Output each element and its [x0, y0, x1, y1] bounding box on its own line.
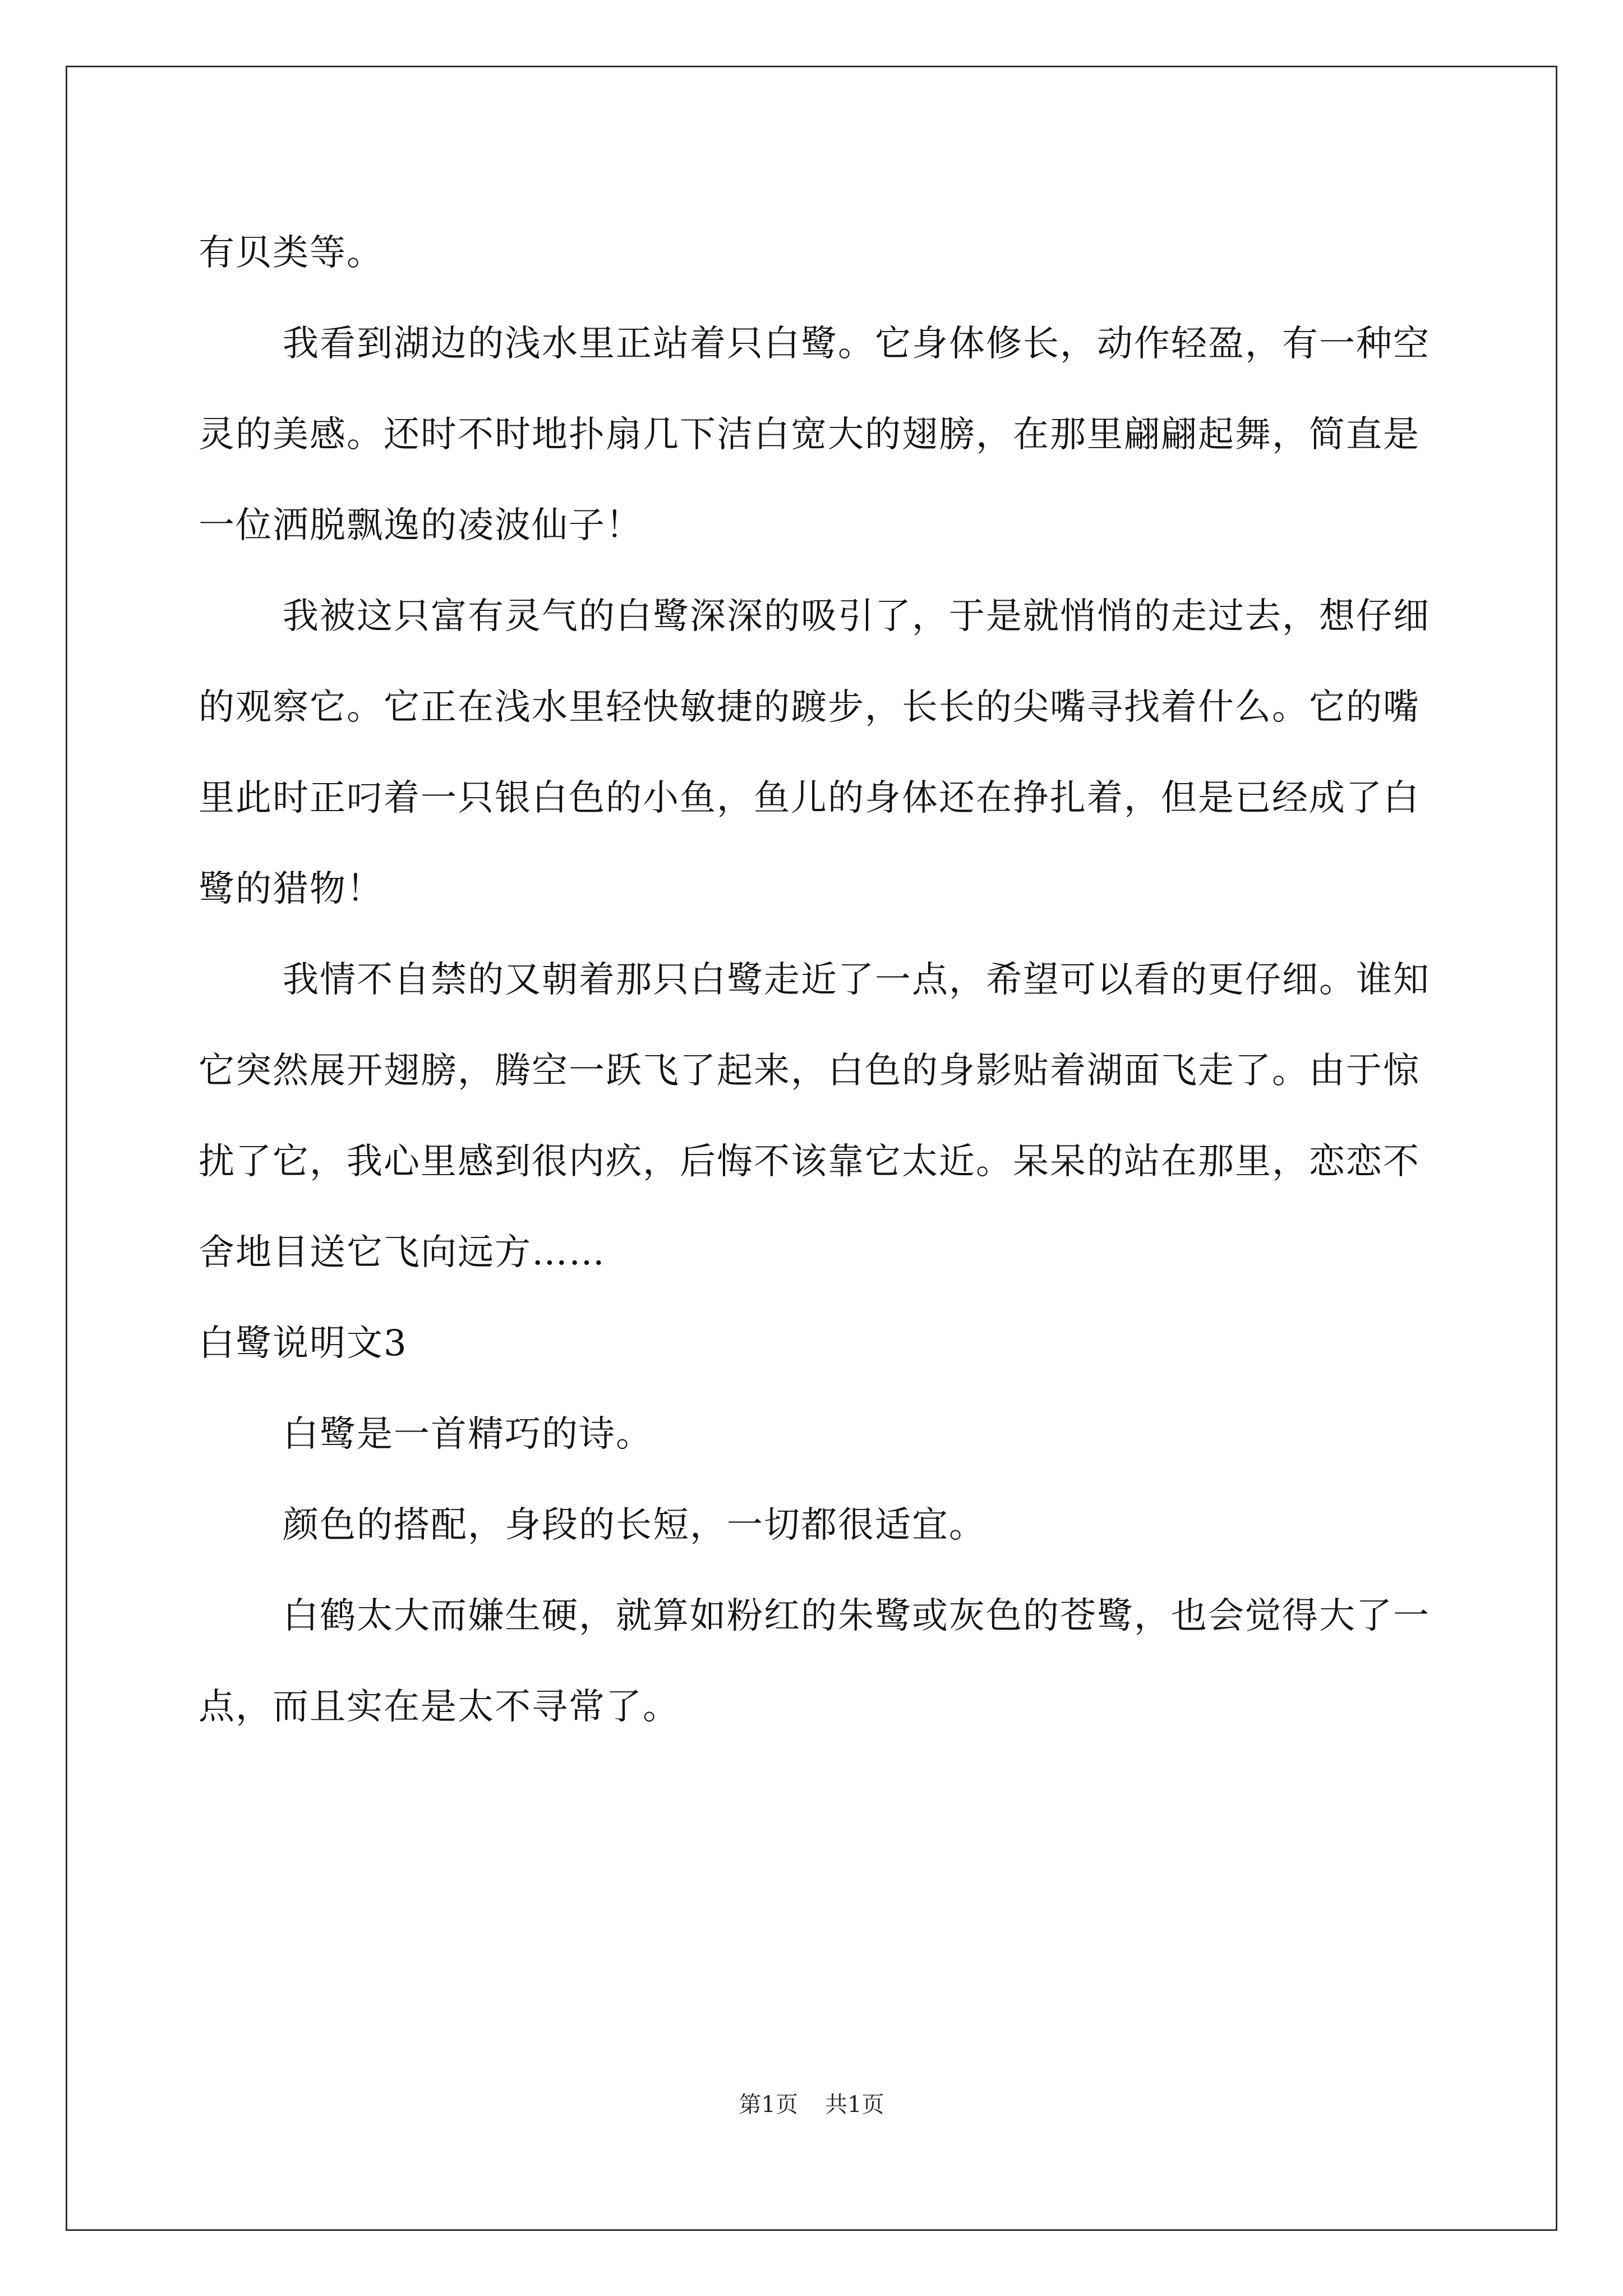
- page-number: 第1页: [739, 2092, 798, 2118]
- paragraph: 我看到湖边的浅水里正站着只白鹭。它身体修长，动作轻盈，有一种空灵的美感。还时不时地扑扇几下洁白宽大的翅膀，在那里翩翩起舞，简直是一位洒脱飘逸的凌波仙子！: [199, 323, 1430, 546]
- paragraph: 白鹤太大而嫌生硬，就算如粉红的朱鹭或灰色的苍鹭，也会觉得大了一点，而且实在是太不寻常了。: [199, 1595, 1430, 1728]
- paragraph: 我情不自禁的又朝着那只白鹭走近了一点，希望可以看的更仔细。谁知它突然展开翅膀，腾空一跃飞了起来，白色的身影贴着湖面飞走了。由于惊扰了它，我心里感到很内疚，后悔不该靠它太近。呆呆的站在那里，恋恋不舍地目送它飞向远方……: [199, 959, 1430, 1273]
- document-body: [199, 208, 1432, 1752]
- paragraph: 有贝类等。: [199, 232, 384, 274]
- section-heading: 白鹭说明文3: [199, 1323, 408, 1364]
- page-footer: [0, 2091, 1623, 2119]
- paragraph: 我被这只富有灵气的白鹭深深的吸引了，于是就悄悄的走过去，想仔细的观察它。它正在浅水里轻快敏捷的踱步，长长的尖嘴寻找着什么。它的嘴里此时正叼着一只银白色的小鱼，鱼儿的身体还在挣扎着，但是已经成了白鹭的猎物！: [199, 596, 1430, 910]
- paragraph: 白鹭是一首精巧的诗。: [283, 1414, 653, 1455]
- paragraph: 颜色的搭配，身段的长短，一切都很适宜。: [283, 1504, 986, 1546]
- page-total: 共1页: [825, 2092, 884, 2118]
